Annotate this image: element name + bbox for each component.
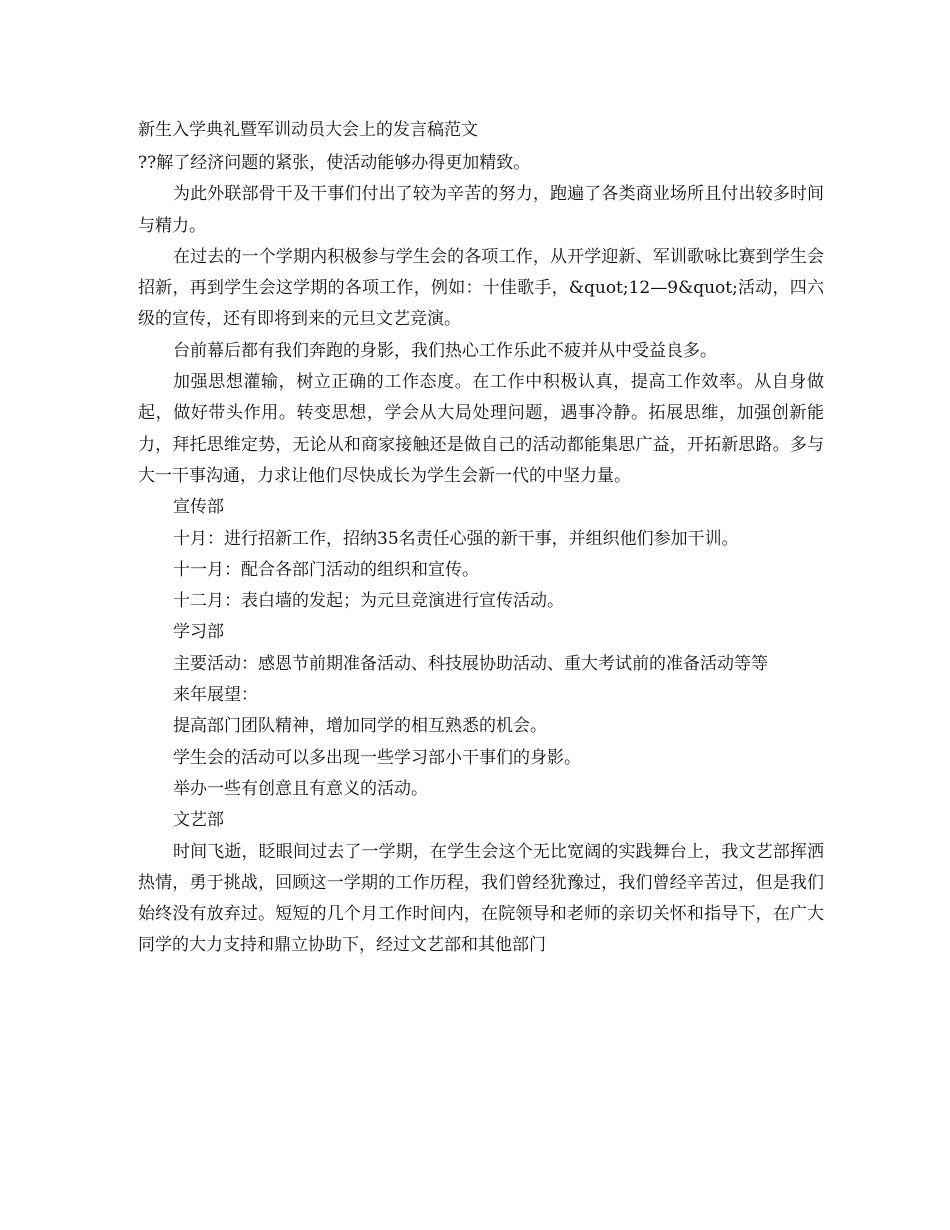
body-paragraph: 为此外联部骨干及干事们付出了较为辛苦的努力，跑遍了各类商业场所且付出较多时间与精力。 [138,184,824,236]
body-paragraph: ??解了经济问题的紧张，使活动能够办得更加精致。 [138,153,531,173]
body-paragraph: 台前幕后都有我们奔跑的身影，我们热心工作乐此不疲并从中受益良多。 [173,340,717,361]
body-paragraph: 十一月：配合各部门活动的组织和宣传。 [173,559,479,580]
body-paragraph: 文艺部 [173,810,224,831]
body-paragraph: 举办一些有创意且有意义的活动。 [173,778,428,799]
body-paragraph: 来年展望： [173,685,258,706]
body-paragraph: 十月：进行招新工作，招纳35名责任心强的新干事，并组织他们参加干训。 [173,528,739,549]
body-paragraph: 学生会的活动可以多出现一些学习部小干事们的身影。 [173,747,581,768]
body-paragraph: 时间飞逝，眨眼间过去了一学期，在学生会这个无比宽阔的实践舞台上，我文艺部挥洒热情，勇于挑战，回顾这一学期的工作历程，我们曾经犹豫过，我们曾经辛苦过，但是我们始终没有放弃过。短短的几个月工作时间内，在院领导和老师的亲切关怀和指导下，在广大同学的大力支持和鼎立协助下，经过文艺部和其他部门 [138,841,824,956]
document-title: 新生入学典礼暨军训动员大会上的发言稿范文 [138,120,478,140]
body-paragraph: 在过去的一个学期内积极参与学生会的各项工作，从开学迎新、军训歌咏比赛到学生会招新，再到学生会这学期的各项工作，例如：十佳歌手，&quot;12—9&quot;活动，四六级的宣传，还有即将到来的元旦文艺竞演。 [138,246,824,330]
body-paragraph: 宣传部 [173,497,224,518]
body-paragraph: 提高部门团队精神，增加同学的相互熟悉的机会。 [173,716,547,737]
body-paragraph: 十二月：表白墙的发起；为元旦竞演进行宣传活动。 [173,591,564,612]
body-paragraph: 加强思想灌输，树立正确的工作态度。在工作中积极认真，提高工作效率。从自身做起，做好带头作用。转变思想，学会从大局处理问题，遇事冷静。拓展思维，加强创新能力，拜托思维定势，无论从和商家接触还是做自己的活动都能集思广益，开拓新思路。多与大一干事沟通，力求让他们尽快成长为学生会新一代的中坚力量。 [138,372,824,486]
document-body [138,148,824,962]
body-paragraph: 学习部 [173,622,224,643]
body-paragraph: 主要活动：感恩节前期准备活动、科技展协助活动、重大考试前的准备活动等等 [173,653,768,674]
